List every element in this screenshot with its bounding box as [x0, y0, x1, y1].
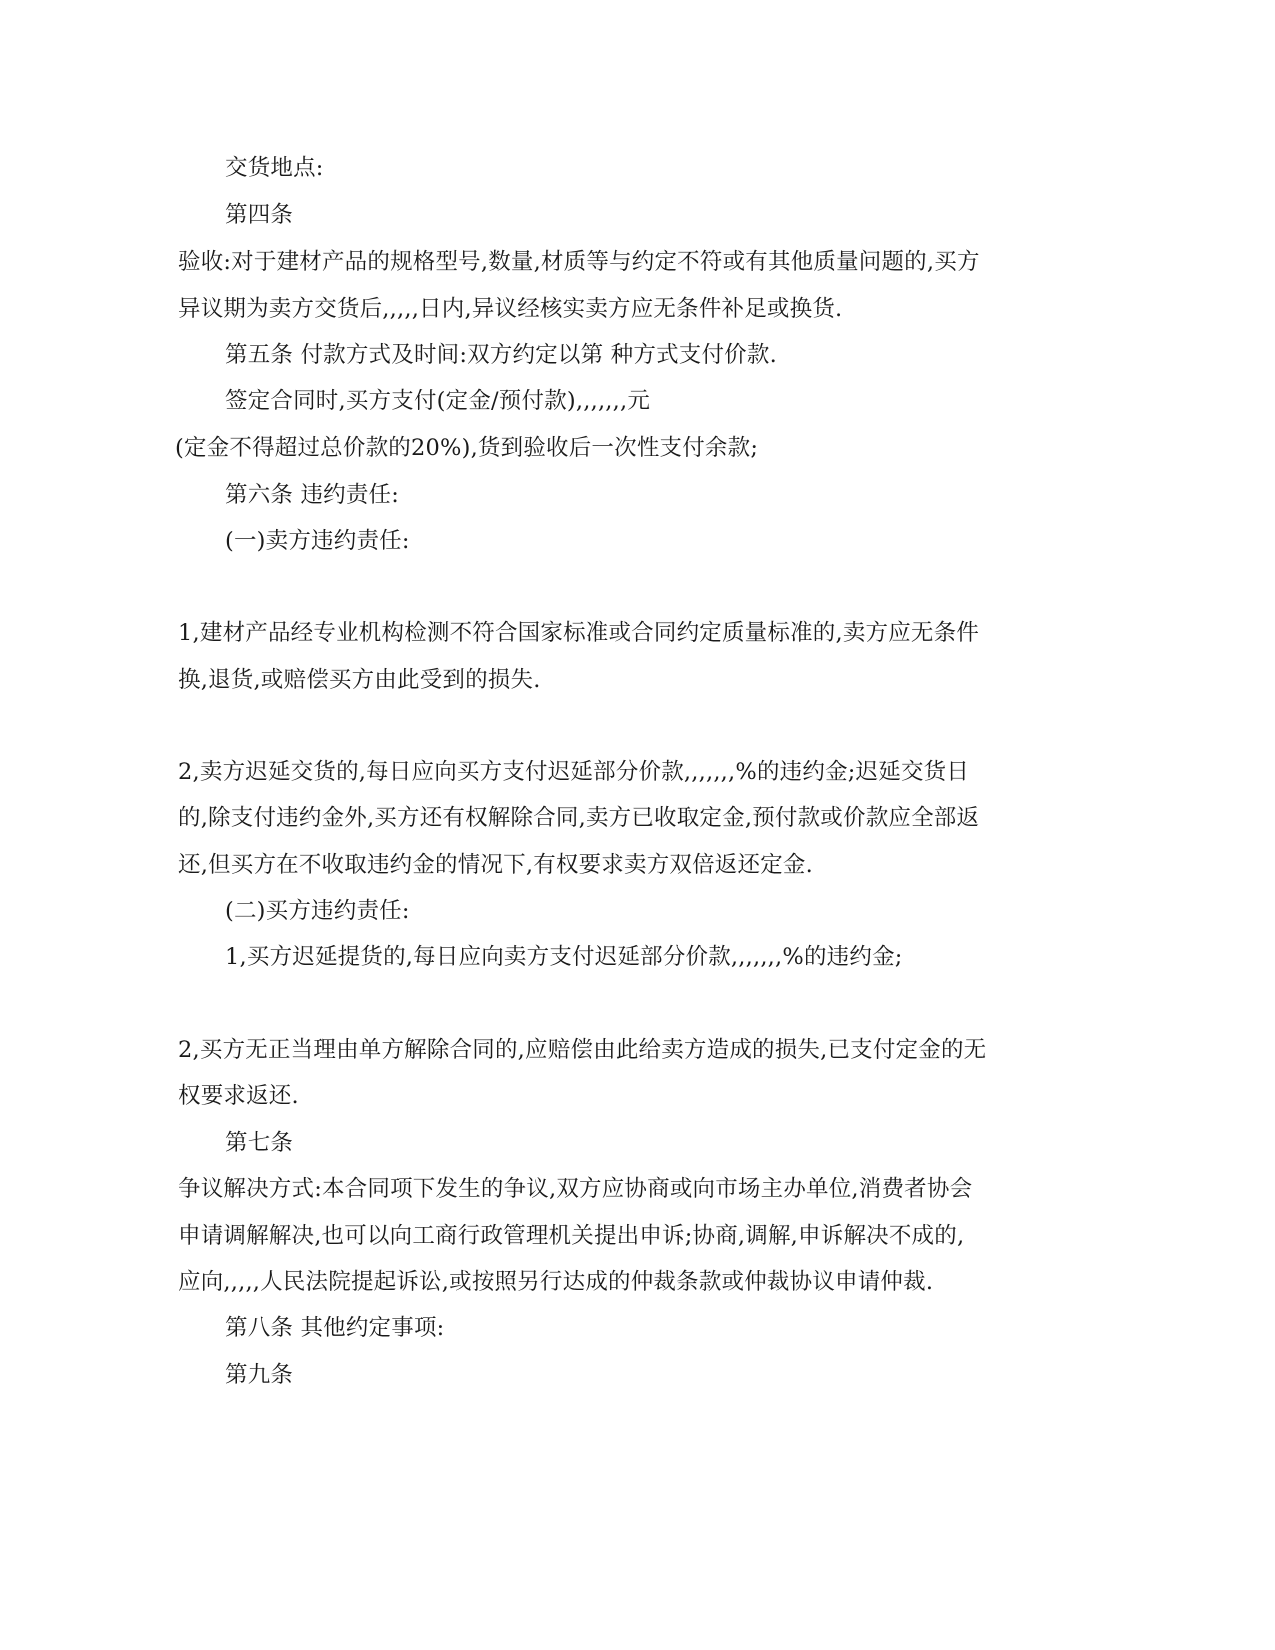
article-7-heading: 第七条 [225, 1130, 294, 1156]
seller-item-2-line-3: 还,但买方在不收取违约金的情况下,有权要求卖方双倍返还定金. [178, 852, 813, 878]
seller-liability-heading: (一)卖方违约责任: [225, 528, 410, 554]
article-5-text-line-2: (定金不得超过总价款的20%),货到验收后一次性支付余款; [175, 435, 759, 461]
line-delivery-place: 交货地点: [225, 155, 324, 181]
article-5-heading: 第五条 付款方式及时间:双方约定以第 种方式支付价款. [225, 342, 777, 368]
seller-item-1-line-2: 换,退货,或赔偿买方由此受到的损失. [178, 667, 541, 693]
buyer-item-2-line-2: 权要求返还. [178, 1083, 299, 1109]
article-6-heading: 第六条 违约责任: [225, 482, 400, 508]
seller-item-1-line-1: 1,建材产品经专业机构检测不符合国家标准或合同约定质量标准的,卖方应无条件 [178, 620, 980, 646]
article-4-heading: 第四条 [225, 202, 294, 228]
article-8-heading: 第八条 其他约定事项: [225, 1315, 445, 1341]
buyer-liability-heading: (二)买方违约责任: [225, 898, 410, 924]
buyer-item-1: 1,买方迟延提货的,每日应向卖方支付迟延部分价款,,,,,,,%的违约金; [225, 944, 903, 970]
buyer-item-2-line-1: 2,买方无正当理由单方解除合同的,应赔偿由此给卖方造成的损失,已支付定金的无 [178, 1037, 987, 1063]
seller-item-2-line-1: 2,卖方迟延交货的,每日应向买方支付迟延部分价款,,,,,,,%的违约金;迟延交货日 [178, 759, 970, 785]
article-7-text-line-2: 申请调解解决,也可以向工商行政管理机关提出申诉;协商,调解,申诉解决不成的, [178, 1223, 965, 1249]
article-4-text-line-2: 异议期为卖方交货后,,,,,日内,异议经核实卖方应无条件补足或换货. [178, 296, 843, 322]
article-4-text-line-1: 验收:对于建材产品的规格型号,数量,材质等与约定不符或有其他质量问题的,买方 [178, 249, 980, 275]
article-7-text-line-3: 应向,,,,,人民法院提起诉讼,或按照另行达成的仲裁条款或仲裁协议申请仲裁. [178, 1269, 934, 1295]
article-9-heading: 第九条 [225, 1362, 294, 1388]
seller-item-2-line-2: 的,除支付违约金外,买方还有权解除合同,卖方已收取定金,预付款或价款应全部返 [178, 805, 980, 831]
article-7-text-line-1: 争议解决方式:本合同项下发生的争议,双方应协商或向市场主办单位,消费者协会 [178, 1176, 973, 1202]
article-5-text-line-1: 签定合同时,买方支付(定金/预付款),,,,,,,元 [225, 388, 651, 414]
